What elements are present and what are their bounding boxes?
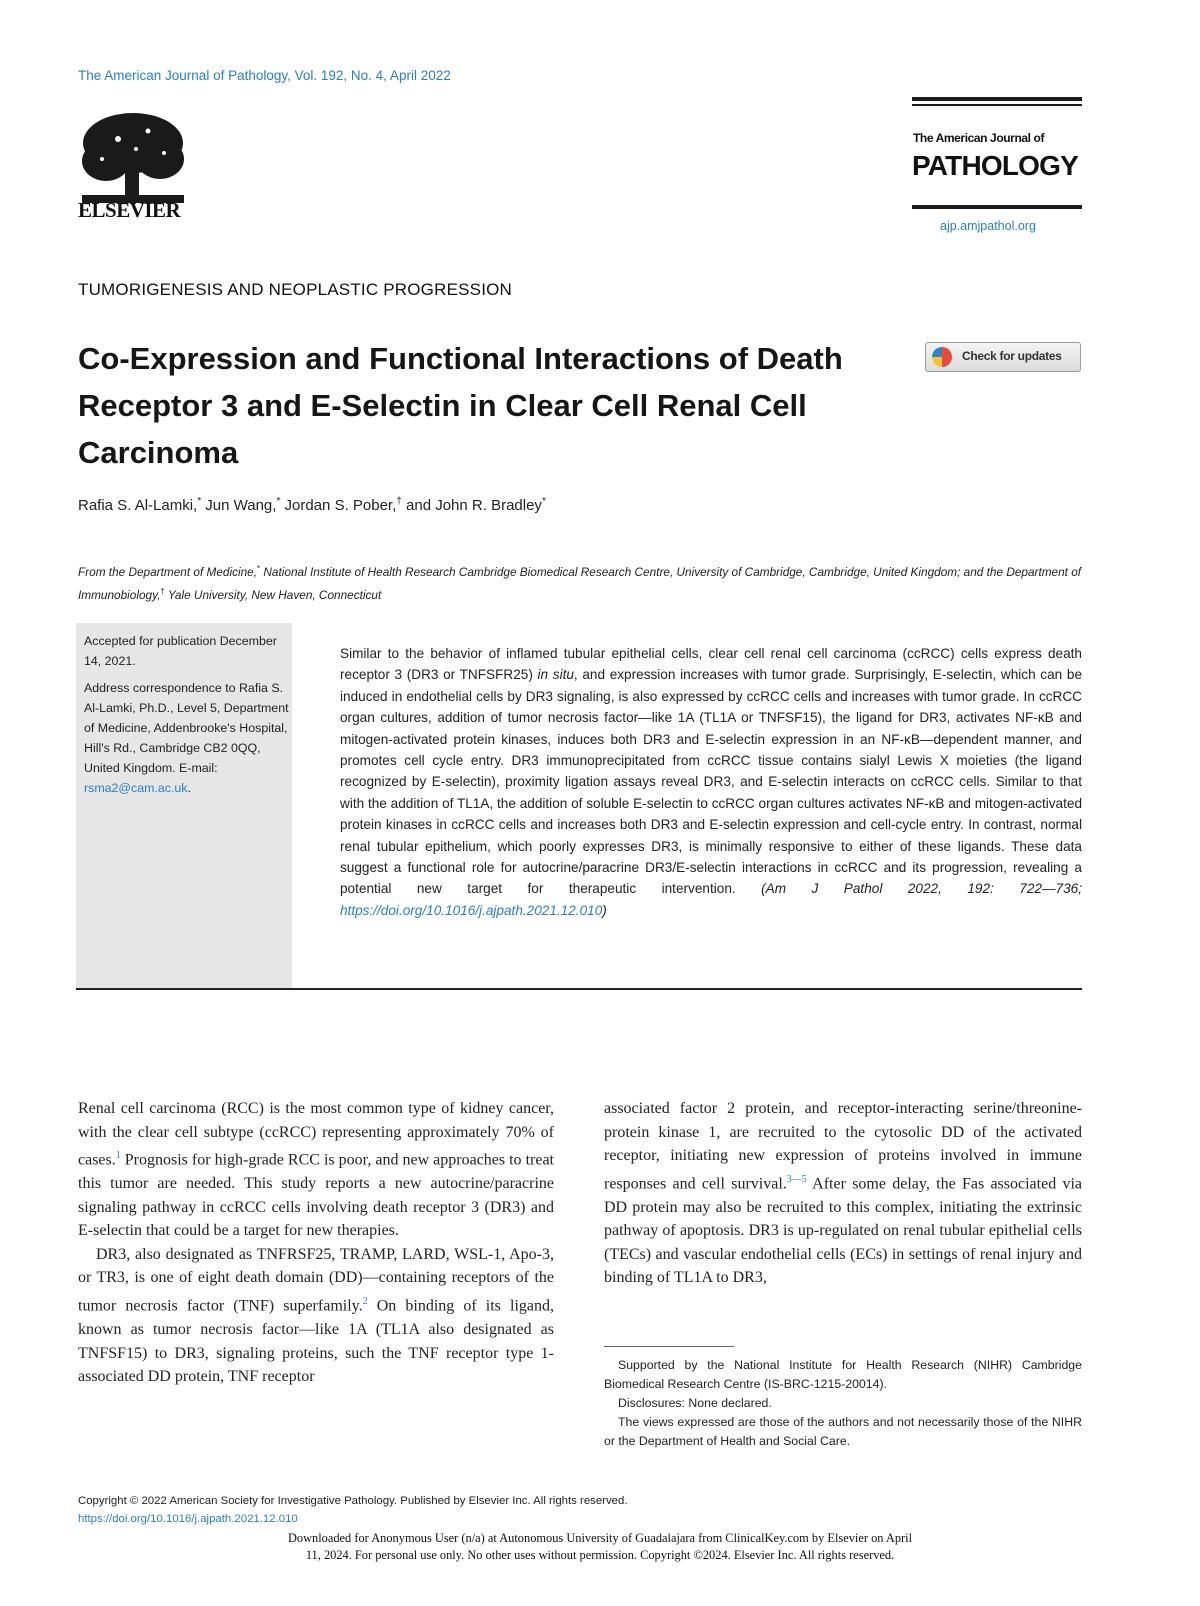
body-text: Prognosis for high-grade RCC is poor, and new approaches to treat this tumor are needed. This study reports a new autocrine/paracrine signaling pathway in ccRCC cells involving death receptor 3 (DR3) and E-selectin that could be a target for new therapies. — [78, 1151, 554, 1240]
affiliations — [78, 559, 1082, 605]
abstract-citation: (Am J Pathol 2022, 192: 722—736; — [761, 881, 1082, 897]
author-name: Jordan S. Pober, — [284, 497, 397, 514]
accepted-date: Accepted for publication December 14, 2021. — [84, 634, 277, 668]
body-text: Renal cell carcinoma (RCC) is the most common type of kidney cancer, with the clear cell subtype (ccRCC) representing approximately 70% of cases. — [78, 1100, 554, 1169]
body-paragraph — [78, 1097, 554, 1243]
author-name: Rafia S. Al-Lamki, — [78, 497, 198, 514]
footnote-disclaimer: The views expressed are those of the authors and not necessarily those of the NIHR or the Department of Health and Social Care. — [604, 1415, 1082, 1448]
masthead-rule-bottom — [912, 205, 1082, 209]
body-paragraph — [78, 1243, 554, 1389]
author-affil-mark: * — [197, 496, 202, 507]
footnotes — [604, 1356, 1082, 1451]
article-title: Co-Expression and Functional Interactions of Death Receptor 3 and E-Selectin in Clear Cell Renal Cell Carcinoma — [78, 341, 843, 470]
abstract-doi-link[interactable]: https://doi.org/10.1016/j.ajpath.2021.12.010 — [340, 902, 603, 918]
abstract-text: , and expression increases with tumor grade. Surprisingly, E-selectin, which can be induced in endothelial cells by DR3 signaling, is also expressed by ccRCC cells and increases with tumor grade. In ccRCC organ cultures, addition of tumor necrosis factor—like 1A (TL1A or TNFSF15), the ligand for DR3, activates NF-κB and mitogen-activated protein kinases, induces both DR3 and E-selectin expression in an NF-κB—dependent manner, and promotes cell cycle entry. DR3 immunoprecipitated from ccRCC tissue contains sialyl Lewis X moieties (the ligand recognized by E-selectin), proximity ligation assays reveal DR3, and E-selectin interacts on ccRCC cells. Similar to that with the addition of TL1A, the addition of soluble E-selectin to ccRCC organ cultures activates NF-κB and mitogen-activated protein kinases in ccRCC cells and increases both DR3 and E-selectin expression and cell-cycle entry. In contrast, normal renal tubular epithelium, which poorly expresses DR3, is minimally responsive to either of these ligands. These data suggest a functional role for autocrine/paracrine DR3/E-selectin interactions in ccRCC and its progression, revealing a potential new target for therapeutic intervention. — [340, 667, 1082, 897]
affiliation-text: National Institute of Health Research Cambridge Biomedical Research Centre, University of Cambridge, Cambridge, United Kingdom; and the Department of Immunobiology, — [78, 564, 1082, 602]
masthead-title: PATHOLOGY — [912, 150, 1078, 181]
affiliation-text: From the Department of Medicine, — [78, 564, 257, 579]
journal-citation-line[interactable]: The American Journal of Pathology, Vol. 192, No. 4, April 2022 — [78, 68, 451, 83]
body-text: associated factor 2 protein, and receptor-interacting serine/threonine-protein kinase 1, are recruited to the cytosolic DD of the activated receptor, initiating new expression of proteins involved in immune responses and cell survival. — [604, 1100, 1082, 1193]
author-name: Jun Wang, — [205, 497, 277, 514]
affiliation-mark: † — [160, 586, 165, 596]
footer-doi-link[interactable]: https://doi.org/10.1016/j.ajpath.2021.12.010 — [78, 1513, 298, 1525]
body-column-right — [604, 1097, 1082, 1290]
reference-link[interactable]: 3—5 — [786, 1173, 807, 1185]
download-line: 11, 2024. For personal use only. No other uses without permission. Copyright ©2024. Elsevier Inc. All rights reserved. — [305, 1548, 895, 1562]
author-affil-mark: * — [541, 496, 546, 507]
abstract-italic: in situ — [537, 667, 574, 683]
masthead-subtitle: The American Journal of — [913, 131, 1045, 145]
abstract-citation-end: ) — [602, 902, 607, 918]
affiliation-text: Yale University, New Haven, Connecticut — [164, 587, 382, 602]
masthead-rule-top-thin — [912, 104, 1082, 106]
affiliation-mark: * — [257, 564, 261, 573]
author-affil-mark: † — [396, 496, 402, 507]
check-for-updates-button[interactable] — [925, 342, 1081, 372]
correspondence-address — [84, 678, 289, 798]
body-text: On binding of its ligand, known as tumor necrosis factor—like 1A (TL1A also designated as TNFSF15) to DR3, signaling proteins, such the TNF receptor type 1-associated DD protein, TNF receptor — [78, 1297, 555, 1386]
section-label: TUMORIGENESIS AND NEOPLASTIC PROGRESSION — [78, 280, 513, 299]
abstract-text: Similar to the behavior of inflamed tubular epithelial cells, clear cell renal cell carcinoma (ccRCC) cells express death receptor 3 (DR3 or TNFSFR25) — [340, 646, 1082, 683]
footnote-funding: Supported by the National Institute for Health Research (NIHR) Cambridge Biomedical Research Centre (IS-BRC-1215-20014). — [604, 1358, 1082, 1391]
body-text: After some delay, the Fas associated via DD protein may also be recruited to this complex, initiating the extrinsic pathway of apoptosis. DR3 is up-regulated on renal tubular epithelial cells (TECs) and vascular endothelial cells (ECs) in settings of renal injury and binding of TL1A to DR3, — [604, 1175, 1083, 1287]
download-line: Downloaded for Anonymous User (n/a) at Autonomous University of Guadalajara from ClinicalKey.com by Elsevier on April — [287, 1531, 913, 1545]
download-notice — [200, 1530, 1000, 1564]
journal-url-link[interactable]: ajp.amjpathol.org — [940, 219, 1036, 233]
body-paragraph — [604, 1097, 1082, 1290]
copyright-notice: Copyright © 2022 American Society for Investigative Pathology. Published by Elsevier Inc. All rights reserved. — [78, 1495, 628, 1507]
author-name: and John R. Bradley — [406, 497, 542, 514]
elsevier-wordmark: ELSEVIER — [78, 198, 181, 222]
email-link[interactable]: rsma2@cam.ac.uk — [84, 781, 188, 795]
email-tail: . — [187, 781, 191, 795]
footnote-divider — [604, 1346, 734, 1347]
reference-link[interactable]: 2 — [362, 1296, 368, 1308]
abstract-divider — [76, 988, 1082, 990]
body-text: DR3, also designated as TNFRSF25, TRAMP, LARD, WSL-1, Apo-3, or TR3, is one of eight death domain (DD)—containing receptors of the tumor necrosis factor (TNF) superfamily. — [78, 1245, 554, 1315]
reference-link[interactable]: 1 — [115, 1150, 121, 1162]
author-affil-mark: * — [276, 496, 281, 507]
check-updates-label: Check for updates — [962, 349, 1062, 363]
check-updates-icon — [932, 347, 952, 367]
address-text: Address correspondence to Rafia S. Al-Lamki, Ph.D., Level 5, Department of Medicine, Addenbrooke's Hospital, Hill's Rd., Cambridge CB2 0QQ, United Kingdom. E-mail: — [84, 681, 289, 775]
masthead-rule-top — [912, 97, 1082, 101]
abstract — [340, 643, 1082, 921]
footnote-disclosures: Disclosures: None declared. — [618, 1396, 772, 1410]
author-list — [78, 496, 546, 514]
body-column-left — [78, 1097, 554, 1389]
